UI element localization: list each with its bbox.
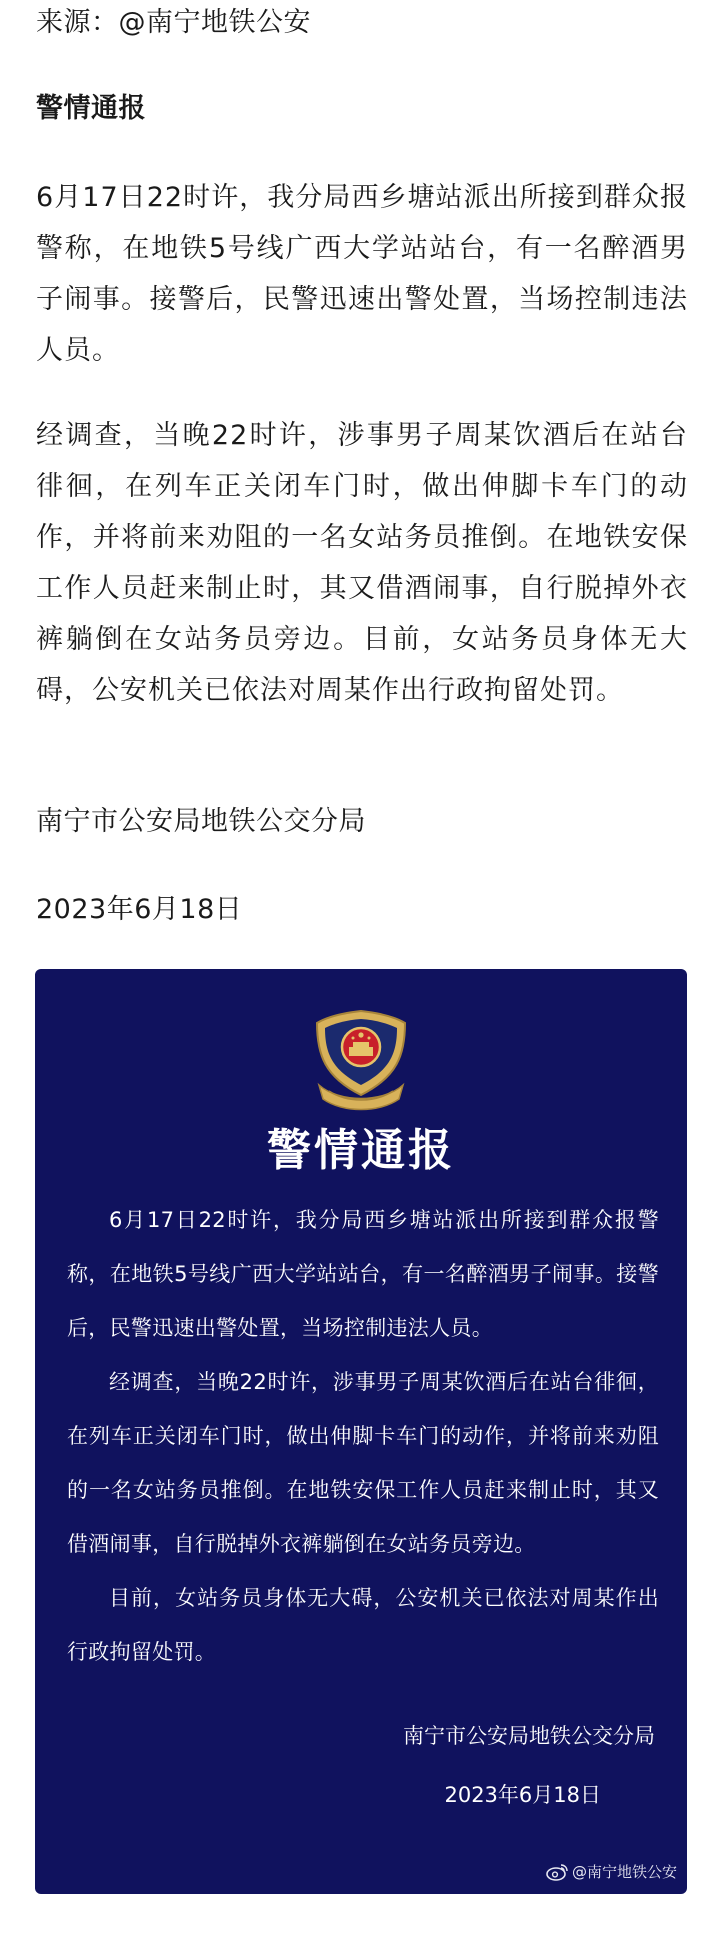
notice-paragraph-3: 目前，女站务员身体无大碍，公安机关已依法对周某作出行政拘留处罚。 (67, 1586, 659, 1664)
notice-paragraph-1: 6月17日22时许，我分局西乡塘站派出所接到群众报警称，在地铁5号线广西大学站站台，有一名醉酒男子闹事。接警后，民警迅速出警处置，当场控制违法人员。 (67, 1208, 659, 1340)
watermark-text: @南宁地铁公安 (571, 1863, 677, 1881)
notice-image[interactable] (35, 969, 687, 1894)
police-badge-icon (309, 1007, 413, 1115)
article-heading: 警情通报 (36, 93, 146, 124)
article-signoff: 南宁市公安局地铁公交分局 (36, 806, 366, 837)
article-paragraph-2: 经调查，当晚22时许，涉事男子周某饮酒后在站台徘徊，在列车正关闭车门时，做出伸脚卡车门的动作，并将前来劝阻的一名女站务员推倒。在地铁安保工作人员赶来制止时，其又借酒闹事，自行脱掉外衣裤躺倒在女站务员旁边。目前，女站务员身体无大碍，公安机关已依法对周某作出行政拘留处罚。 (36, 420, 688, 706)
article-paragraph-1: 6月17日22时许，我分局西乡塘站派出所接到群众报警称，在地铁5号线广西大学站站台，有一名醉酒男子闹事。接警后，民警迅速出警处置，当场控制违法人员。 (36, 182, 688, 366)
weibo-icon (546, 1863, 568, 1881)
notice-paragraph-2: 经调查，当晚22时许，涉事男子周某饮酒后在站台徘徊，在列车正关闭车门时，做出伸脚卡车门的动作，并将前来劝阻的一名女站务员推倒。在地铁安保工作人员赶来制止时，其又借酒闹事，自行脱掉外衣裤躺倒在女站务员旁边。 (67, 1370, 659, 1556)
weibo-watermark (546, 1862, 677, 1882)
notice-date: 2023年6月18日 (444, 1783, 601, 1807)
source-line: 来源：@南宁地铁公安 (36, 7, 311, 38)
article-date: 2023年6月18日 (36, 894, 243, 925)
notice-title: 警情通报 (267, 1125, 455, 1176)
notice-signoff: 南宁市公安局地铁公交分局 (403, 1724, 655, 1748)
